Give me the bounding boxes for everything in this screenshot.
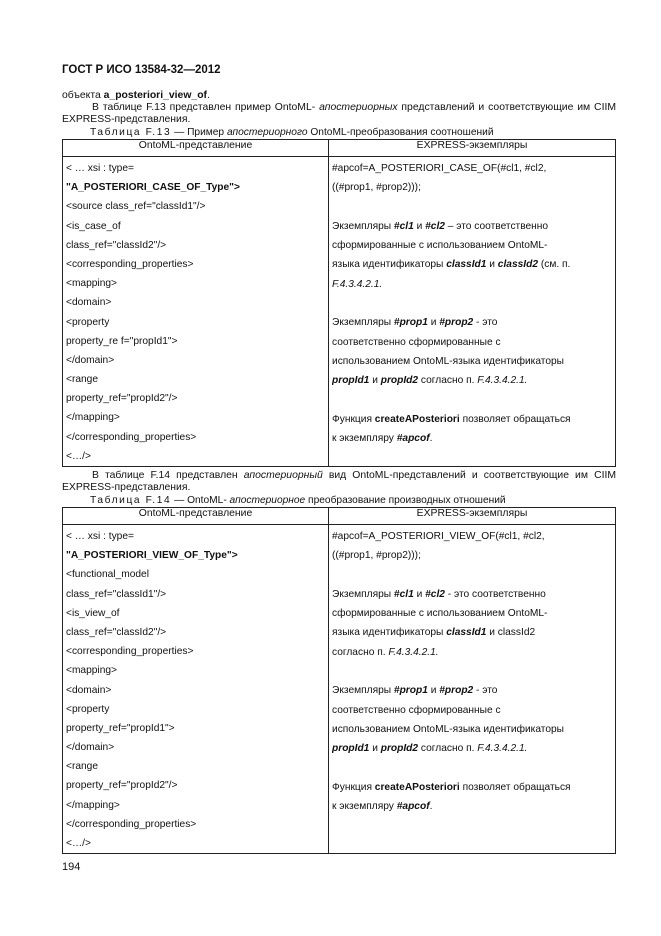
- express-line: Экземпляры #cl1 и #cl2 – это соответственно: [332, 220, 549, 232]
- express-line: соответственно сформированные с: [332, 336, 501, 348]
- code-line: <is_case_of: [66, 220, 121, 232]
- express-line: ((#prop1, #prop2)));: [332, 550, 421, 562]
- table14-caption: Таблица F.14 — OntoML- апостериорное преобразование производных отношений: [90, 495, 506, 506]
- express-line: использованием OntoML-языка идентификаторы: [332, 355, 564, 367]
- code-line: <domain>: [66, 297, 112, 309]
- express-line: языка идентификаторы classId1 и classId2 (см. п.: [332, 259, 571, 271]
- intro-paragraph: объекта a_posteriori_view_of.: [62, 90, 210, 101]
- express-line: ((#prop1, #prop2)));: [332, 182, 421, 194]
- code-line: <…/>: [66, 838, 91, 849]
- code-line: <corresponding_properties>: [66, 646, 194, 658]
- express-line: #apcof=A_POSTERIORI_VIEW_OF(#cl1, #cl2,: [332, 531, 545, 542]
- express-line: Экземпляры #cl1 и #cl2 - это соответственно: [332, 588, 546, 600]
- code-line: property_ref="propId2"/>: [66, 780, 178, 792]
- express-line: Экземпляры #prop1 и #prop2 - это: [332, 685, 498, 697]
- code-line: <mapping>: [66, 665, 117, 677]
- code-line: <is_view_of: [66, 607, 120, 619]
- code-line: </domain>: [66, 354, 115, 366]
- express-line: [332, 198, 612, 217]
- express-line: #apcof=A_POSTERIORI_CASE_OF(#cl1, #cl2,: [332, 163, 547, 174]
- code-line: <mapping>: [66, 278, 117, 290]
- code-line: property_re f="propId1">: [66, 335, 178, 347]
- table13-col-right: EXPRESS-экземпляры: [329, 140, 616, 157]
- express-line: F.4.3.4.2.1.: [332, 278, 383, 290]
- code-line: <corresponding_properties>: [66, 258, 194, 270]
- code-line: <functional_model: [66, 569, 149, 581]
- object-name: a_posteriori_view_of: [103, 90, 208, 101]
- express-line: к экземпляру #apcof.: [332, 801, 433, 813]
- code-line: class_ref="classId1"/>: [66, 588, 167, 600]
- code-line: </corresponding_properties>: [66, 431, 197, 443]
- express-line: Функция createAPosteriori позволяет обращаться: [332, 781, 571, 793]
- table14-col-right: EXPRESS-экземпляры: [329, 508, 616, 525]
- code-line: <property: [66, 703, 110, 715]
- express-line: Экземпляры #prop1 и #prop2 - это: [332, 317, 498, 329]
- express-line: [332, 391, 612, 410]
- code-line: class_ref="classId2"/>: [66, 239, 167, 251]
- code-line: <property: [66, 316, 110, 328]
- paragraph-table14-intro: В таблице F.14 представлен апостериорный вид OntoML-представлений и соответствующие им CIIM EXPRESS-представления.: [62, 470, 616, 493]
- code-line: <…/>: [66, 450, 91, 462]
- code-line: < … xsi : type=: [66, 531, 134, 542]
- express-line: [332, 566, 612, 585]
- code-line: <source class_ref="classId1"/>: [66, 201, 206, 213]
- table13-col-left: OntoML-представление: [63, 140, 329, 157]
- code-line: class_ref="classId2"/>: [66, 626, 167, 638]
- table14-col-left: OntoML-представление: [63, 508, 329, 525]
- page-number: 194: [62, 861, 81, 873]
- code-line: < … xsi : type=: [66, 163, 134, 174]
- table14: [62, 507, 616, 854]
- code-line: property_ref="propId1">: [66, 722, 175, 734]
- table13-caption: Таблица F.13 — Пример апостериорного OntoML-преобразования соотношений: [90, 127, 494, 138]
- code-line: <range: [66, 374, 99, 386]
- express-line: propId1 и propId2 согласно п. F.4.3.4.2.1.: [332, 375, 528, 387]
- document-header: ГОСТ Р ИСО 13584-32—2012: [62, 64, 221, 76]
- table13-right-cell: [329, 157, 616, 467]
- express-line: Функция createAPosteriori позволяет обращаться: [332, 413, 571, 425]
- code-line: "A_POSTERIORI_CASE_OF_Type">: [66, 182, 240, 194]
- table14-left-cell: [63, 525, 329, 854]
- express-line: согласно п. F.4.3.4.2.1.: [332, 646, 439, 658]
- express-line: сформированные с использованием OntoML-: [332, 608, 548, 620]
- code-line: <domain>: [66, 684, 112, 696]
- code-line: <range: [66, 761, 99, 773]
- table13-left-cell: [63, 157, 329, 467]
- express-line: к экземпляру #apcof.: [332, 433, 433, 445]
- express-line: [332, 759, 612, 778]
- code-line: </corresponding_properties>: [66, 818, 197, 830]
- code-line: "A_POSTERIORI_VIEW_OF_Type">: [66, 550, 238, 562]
- table13: [62, 139, 616, 467]
- paragraph-table13-intro: В таблице F.13 представлен пример OntoML- апостериорных представлений и соответствующие им CIIM EXPRESS-представления.: [62, 102, 616, 125]
- express-line: [332, 662, 612, 681]
- express-line: сформированные с использованием OntoML-: [332, 240, 548, 252]
- express-line: propId1 и propId2 согласно п. F.4.3.4.2.1.: [332, 743, 528, 755]
- express-line: соответственно сформированные с: [332, 704, 501, 716]
- code-line: </mapping>: [66, 412, 120, 424]
- code-line: </domain>: [66, 742, 115, 754]
- express-line: использованием OntoML-языка идентификаторы: [332, 723, 564, 735]
- table14-right-cell: [329, 525, 616, 854]
- express-line: [332, 294, 612, 313]
- code-line: property_ref="propId2"/>: [66, 393, 178, 405]
- express-line: языка идентификаторы classId1 и classId2: [332, 627, 536, 639]
- code-line: </mapping>: [66, 799, 120, 811]
